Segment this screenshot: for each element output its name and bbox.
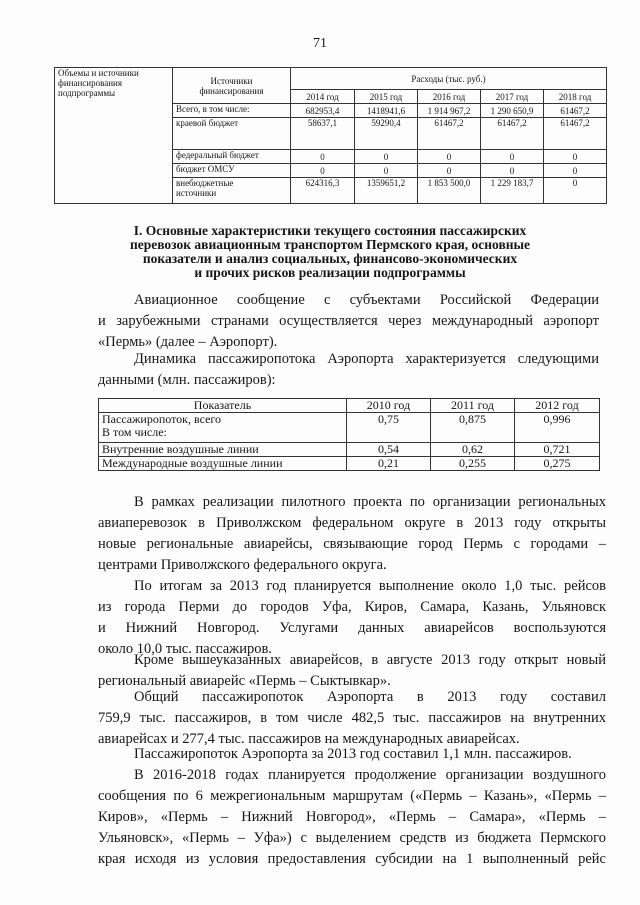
table-cell: 1359651,2 (355, 178, 418, 204)
paragraph: По итогам за 2013 год планируется выполнение около 1,0 тыс. рейсов из города Перми до городов Уфа, Киров, Самара, Казань, Ульяновск и Нижний Новгород. Услугами данных авиарейсов воспользуются около 10,0 тыс. пассажиров. (98, 578, 606, 657)
table-cell: 1 853 500,0 (418, 178, 481, 204)
table-cell: 0 (544, 164, 607, 178)
table-cell: 61467,2 (418, 118, 481, 150)
table-cell: 0 (544, 150, 607, 164)
source-header: Источники финансирования (173, 68, 291, 104)
section-heading: I. Основные характеристики текущего состояния пассажирских перевозок авиационным транспортом Пермского края, основные показатели и анализ социальных, финансово-экономических и прочих рисков реализации подпрограммы (129, 223, 531, 280)
column-header: 2011 год (431, 399, 515, 413)
table-cell: 1 914 967,2 (418, 104, 481, 118)
table-cell: 0 (481, 164, 544, 178)
column-header: Показатель (99, 399, 347, 413)
column-header: 2012 год (515, 399, 600, 413)
table-cell: 0 (291, 150, 355, 164)
table-cell: 59290,4 (355, 118, 418, 150)
paragraph: Авиационное сообщение с субъектами Российской Федерации и зарубежными странами осуществляется через международный аэропорт «Пермь» (далее – Аэропорт). (98, 292, 599, 350)
table-cell: 58637,1 (291, 118, 355, 150)
row-label: внебюджетные источники (173, 178, 291, 204)
year-header: 2015 год (355, 90, 418, 104)
table-cell: 0 (481, 150, 544, 164)
table-cell: 0 (355, 164, 418, 178)
row-label: Всего, в том числе: (173, 104, 291, 118)
paragraph: В 2016-2018 годах планируется продолжение организации воздушного сообщения по 6 межрегиональным маршрутам («Пермь – Казань», «Пермь – Киров», «Пермь – Нижний Новгород», «Пермь – Самара», «Пермь – Ульяновск», «Пермь – Уфа») с выделением средств из бюджета Пермского края исходя из условия предоставления субсидии на 1 выполненный рейс (98, 767, 606, 867)
financing-label-cell: Объемы и источники финансирования подпрограммы (55, 68, 173, 204)
table-cell: 0 (544, 178, 607, 204)
table-cell: 1 229 183,7 (481, 178, 544, 204)
table-cell: 0,75 (347, 413, 431, 443)
page-number: 71 (313, 36, 327, 51)
row-label: Международные воздушные линии (99, 457, 347, 471)
expenses-header: Расходы (тыс. руб.) (291, 68, 607, 90)
passenger-table (98, 398, 600, 471)
table-cell: 0,21 (347, 457, 431, 471)
table-cell: 1 290 650,9 (481, 104, 544, 118)
table-cell: 0 (418, 164, 481, 178)
table-cell: 0 (418, 150, 481, 164)
paragraph: Кроме вышеуказанных авиарейсов, в августе 2013 году открыт новый региональный авиарейс «Пермь – Сыктывкар». (98, 652, 606, 689)
table-cell: 1418941,6 (355, 104, 418, 118)
table-cell: 0,255 (431, 457, 515, 471)
column-header: 2010 год (347, 399, 431, 413)
row-label: федеральный бюджет (173, 150, 291, 164)
table-row (99, 413, 600, 443)
table-cell: 61467,2 (544, 118, 607, 150)
table-cell: 624316,3 (291, 178, 355, 204)
row-label: Внутренние воздушные линии (99, 443, 347, 457)
row-label: бюджет ОМСУ (173, 164, 291, 178)
year-header: 2018 год (544, 90, 607, 104)
table-cell: 61467,2 (544, 104, 607, 118)
row-label: Пассажиропоток, всего В том числе: (99, 413, 347, 443)
year-header: 2014 год (291, 90, 355, 104)
paragraph: Общий пассажиропоток Аэропорта в 2013 году составил 759,9 тыс. пассажиров, в том числе 482,5 тыс. пассажиров на внутренних авиарейсах и 277,4 тыс. пассажиров на международных авиарейсах. (98, 689, 606, 747)
financing-table (54, 67, 607, 204)
paragraph: Динамика пассажиропотока Аэропорта характеризуется следующими данными (млн. пассажиров): (98, 351, 599, 388)
table-cell: 0,996 (515, 413, 600, 443)
table-cell: 0,275 (515, 457, 600, 471)
table-row (99, 457, 600, 471)
table-cell: 0,62 (431, 443, 515, 457)
paragraph: В рамках реализации пилотного проекта по организации региональных авиаперевозок в Приволжском федеральном округе в 2013 году открыты новые региональные авиарейсы, связывающие город Пермь с городами – центрами Приволжского федерального округа. (98, 494, 606, 573)
table-row (99, 443, 600, 457)
table-cell: 0,721 (515, 443, 600, 457)
table-cell: 0,875 (431, 413, 515, 443)
table-cell: 0 (355, 150, 418, 164)
table-cell: 0,54 (347, 443, 431, 457)
year-header: 2016 год (418, 90, 481, 104)
paragraph: Пассажиропоток Аэропорта за 2013 год составил 1,1 млн. пассажиров. (134, 746, 572, 762)
year-header: 2017 год (481, 90, 544, 104)
table-cell: 682953,4 (291, 104, 355, 118)
row-label: краевой бюджет (173, 118, 291, 150)
table-cell: 0 (291, 164, 355, 178)
table-cell: 61467,2 (481, 118, 544, 150)
